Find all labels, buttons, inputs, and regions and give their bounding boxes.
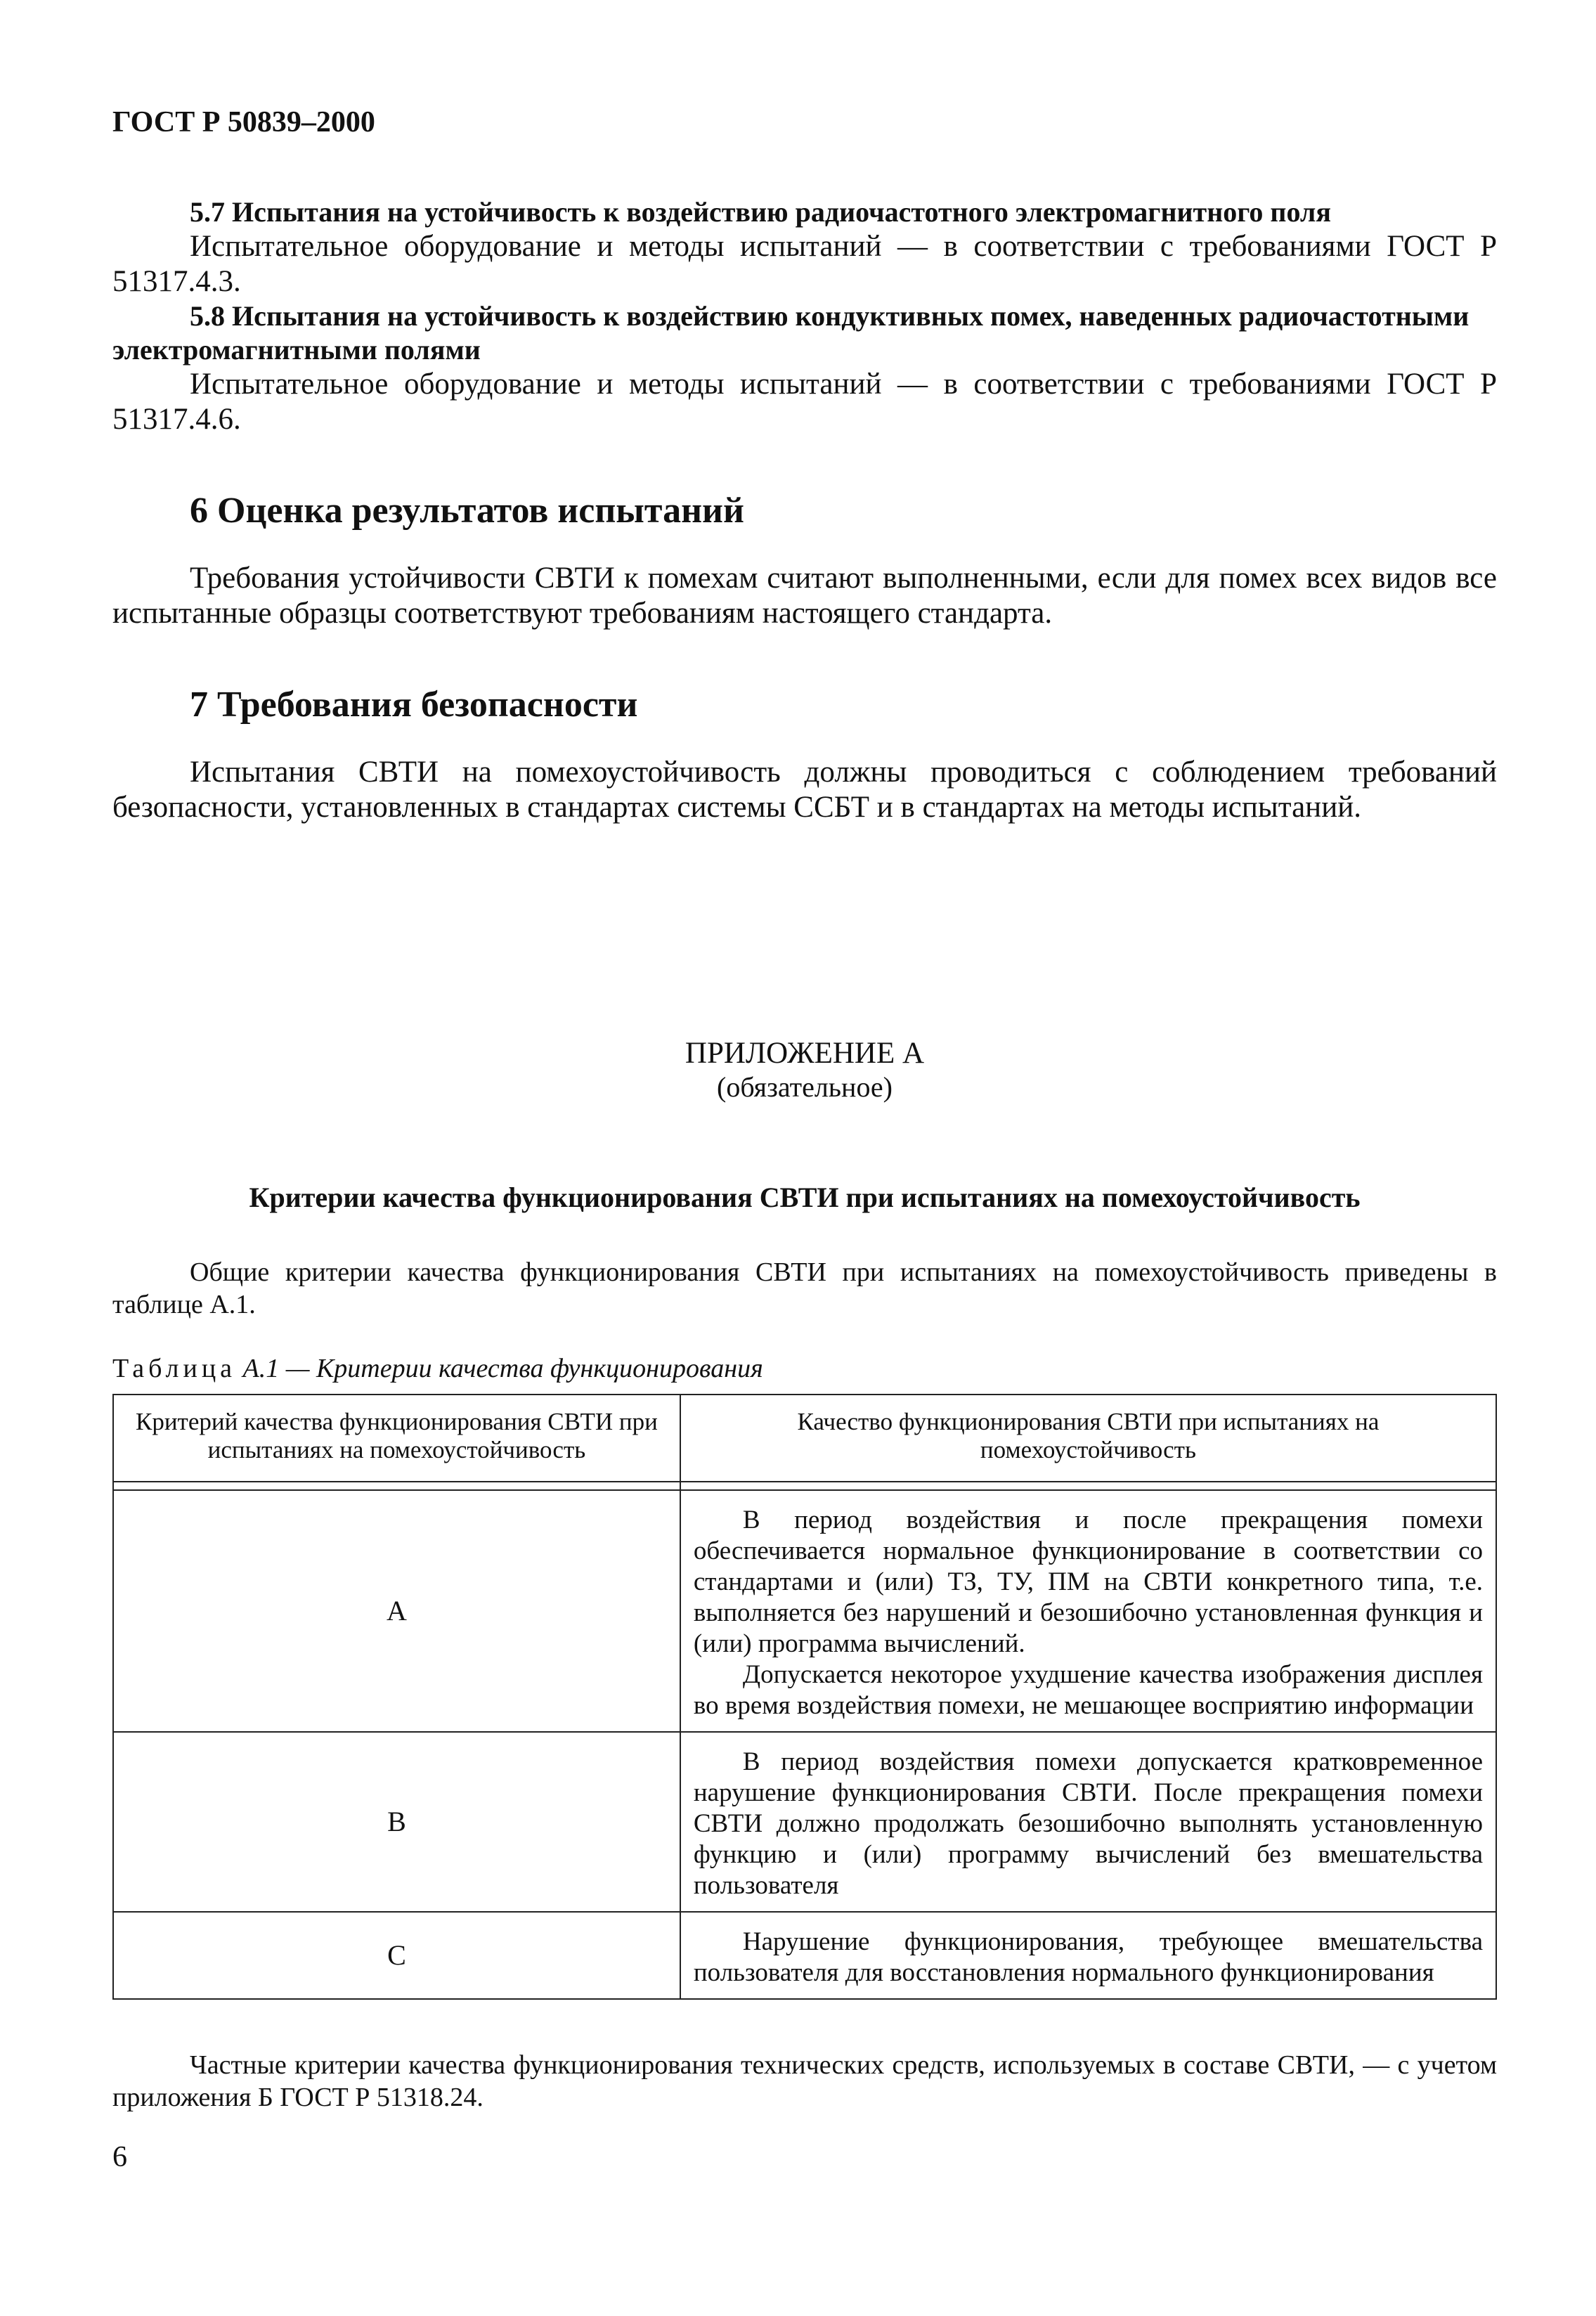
appendix-subtitle: (обязательное) xyxy=(717,1071,893,1103)
section-5-7-heading: 5.7 Испытания на устойчивость к воздействию радиочастотного электромагнитного поля xyxy=(190,196,1332,228)
table-cell-description xyxy=(680,1912,1496,1999)
page-number: 6 xyxy=(112,2141,127,2173)
table-row xyxy=(113,1490,1496,1732)
table-caption-text: А.1 — Критерии качества функционирования xyxy=(242,1354,763,1383)
document-header: ГОСТ Р 50839–2000 xyxy=(112,106,375,138)
section-6-text: Требования устойчивости СВТИ к помехам считают выполненными, если для помех всех видов все испытанные образцы соответствуют требованиям настоящего стандарта. xyxy=(112,562,1497,630)
table-cell-criterion: B xyxy=(113,1732,680,1912)
table-cell-text: Нарушение функционирования, требующее вмешательства пользователя для восстановления нормального функционирования xyxy=(693,1927,1483,1987)
footer-paragraph: Частные критерии качества функционирования технических средств, используемых в составе СВТИ, — с учетом приложения Б ГОСТ Р 51318.24. xyxy=(112,2050,1497,2112)
table-caption-label: Таблица xyxy=(112,1354,237,1383)
section-5-7-text: Испытательное оборудование и методы испытаний — в соответствии с требованиями ГОСТ Р 51317.4.3. xyxy=(112,230,1497,298)
section-5-7 xyxy=(112,195,1497,299)
table-header-criterion: Критерий качества функционирования СВТИ при испытаниях на помехоустойчивость xyxy=(113,1395,680,1482)
section-7-text: Испытания СВТИ на помехоустойчивость должны проводиться с соблюдением требований безопасности, установленных в стандартах системы ССБТ и в стандартах на методы испытаний. xyxy=(112,756,1497,824)
criteria-table xyxy=(112,1394,1497,2000)
appendix-title: ПРИЛОЖЕНИЕ А xyxy=(685,1037,925,1070)
table-header-quality: Качество функционирования СВТИ при испытаниях на помехоустойчивость xyxy=(680,1395,1496,1482)
table-cell-description xyxy=(680,1490,1496,1732)
section-6-heading: 6 Оценка результатов испытаний xyxy=(190,491,744,531)
section-5-8 xyxy=(112,299,1497,437)
table-cell-text: Допускается некоторое ухудшение качества изображения дисплея во время воздействия помехи, не мешающее восприятию информации xyxy=(693,1660,1483,1720)
table-header-row xyxy=(113,1395,1496,1482)
table-cell-criterion: A xyxy=(113,1490,680,1732)
appendix-heading xyxy=(112,1036,1497,1104)
section-7-heading: 7 Требования безопасности xyxy=(190,685,638,725)
table-cell-text: В период воздействия помехи допускается кратковременное нарушение функционирования СВТИ. После прекращения помехи СВТИ должно продолжать безошибочно выполнять установленную функцию и (или) программу вычислений без вмешательства пользователя xyxy=(693,1747,1483,1900)
section-5-8-text: Испытательное оборудование и методы испытаний — в соответствии с требованиями ГОСТ Р 51317.4.6. xyxy=(112,368,1497,436)
table-row xyxy=(113,1732,1496,1912)
table-header-gap xyxy=(113,1482,1496,1490)
criteria-title: Критерии качества функционирования СВТИ при испытаниях на помехоустойчивость xyxy=(249,1182,1361,1213)
table-cell-criterion: C xyxy=(113,1912,680,1999)
table-caption xyxy=(112,1353,1497,1384)
table-cell-description xyxy=(680,1732,1496,1912)
table-cell-text: В период воздействия и после прекращения помехи обеспечивается нормальное функционирование в соответствии со стандартами и (или) ТЗ, ТУ, ПМ на СВТИ конкретного типа, т.е. выполняется без нарушений и безошибочно установленная функция и (или) программа вычислений. xyxy=(693,1506,1483,1658)
section-5-8-heading: 5.8 Испытания на устойчивость к воздействию кондуктивных помех, наведенных радиочастотными электромагнитными полями xyxy=(112,300,1470,365)
appendix-intro: Общие критерии качества функционирования СВТИ при испытаниях на помехоустойчивость приведены в таблице А.1. xyxy=(112,1257,1497,1319)
table-row xyxy=(113,1912,1496,1999)
document-page xyxy=(112,105,1497,2174)
